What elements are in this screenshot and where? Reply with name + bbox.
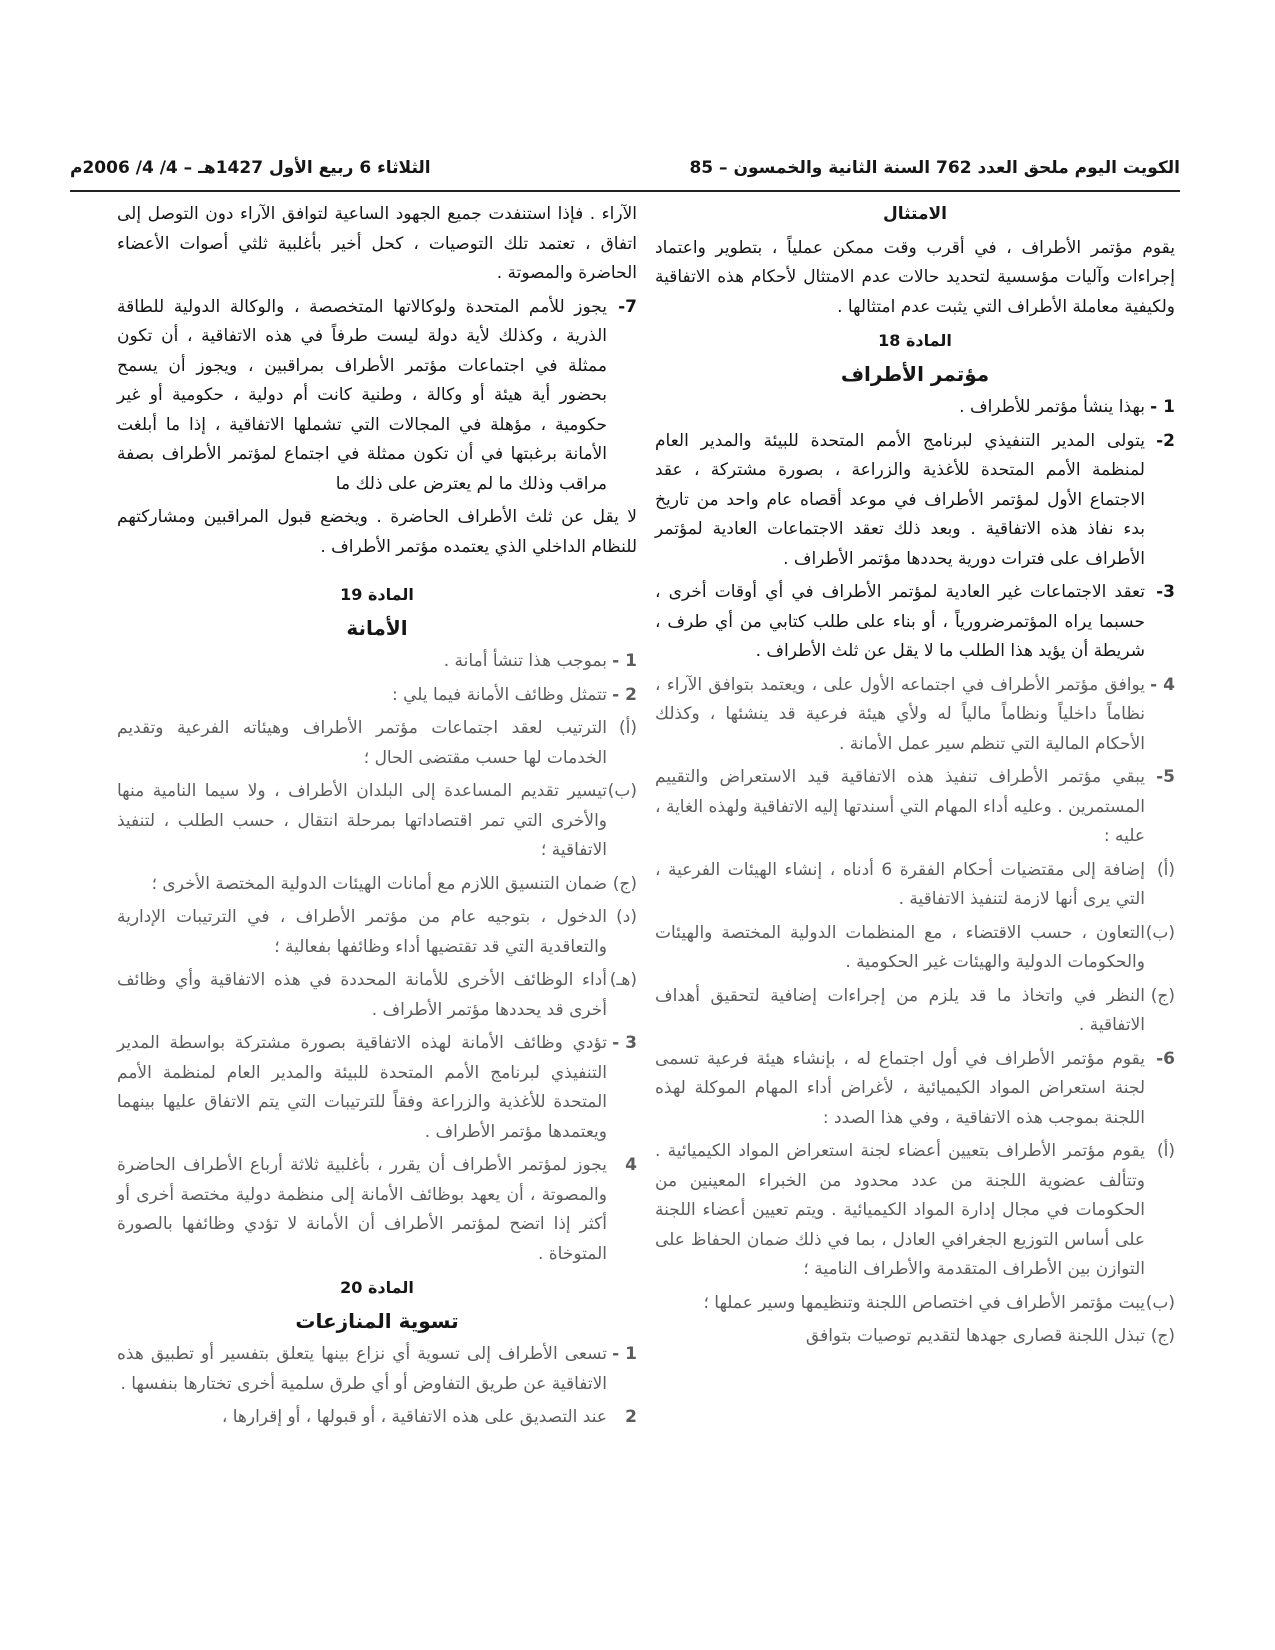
art19-item-1: [117, 647, 637, 677]
left-column: [117, 200, 637, 1437]
art19-item-2-sub-d: [117, 903, 637, 962]
item-text: تؤدي وظائف الأمانة لهذه الاتفاقية بصورة مشتركة بواسطة المدير التنفيذي لبرنامج الأمم المتحدة للبيئة والمدير العام لمنظمة الأمم المتحدة للأغذية والزراعة وفقاً للترتيبات التي يتم الاتفاق عليها بينهما ويعتمدها مؤتمر الأطراف .: [117, 1033, 607, 1142]
item-number: 1 -: [612, 651, 637, 671]
art18-item-4: [655, 671, 1175, 760]
article-20-title: تسوية المنازعات: [295, 1308, 459, 1333]
art18-item-5-sub-b: [655, 919, 1175, 978]
item-number: 3 -: [612, 1033, 637, 1053]
art18-item-3: [655, 578, 1175, 667]
header-publication: الكويت اليوم ملحق العدد 762 السنة الثانية والخمسون – 85: [689, 158, 1180, 178]
art19-item-2-sub-a: [117, 714, 637, 773]
item-number: 4 -: [1150, 674, 1175, 695]
sub-text: تبذل اللجنة قصارى جهدها لتقديم توصيات بتوافق: [805, 1326, 1145, 1346]
item-text: تسعى الأطراف إلى تسوية أي نزاع بينها يتعلق بتفسير أو تطبيق هذه الاتفاقية عن طريق التفاوض أو أي طرق سلمية أخرى تختارها بنفسها .: [117, 1344, 607, 1394]
article-18-number: المادة 18: [878, 331, 952, 350]
sub-label: (ب): [607, 781, 637, 801]
item-number: 3-: [1156, 582, 1175, 602]
item-number: 2 -: [612, 684, 637, 705]
sub-text: أداء الوظائف الأخرى للأمانة المحددة في هذه الاتفاقية وأي وظائف أخرى قد يحددها مؤتمر الأطراف .: [117, 970, 607, 1020]
art18-item-2: [655, 427, 1175, 575]
item-number: 2: [625, 1407, 637, 1427]
art18-item-1: [655, 393, 1175, 423]
item-text: يجوز للأمم المتحدة ولوكالاتها المتخصصة ، والوكالة الدولية للطاقة الذرية ، وكذلك لأية دولة ليست طرفاً في هذه الاتفاقية ، أن تكون ممثلة في اجتماعات مؤتمر الأطراف بمراقبين ، ويجوز أن يسمح بحضور أية هيئة أو وكالة ، وطنية كانت أم دولية ، حكومية أو غير حكومية ، مؤهلة في المجالات التي تشملها الاتفاقية ، إذا ما أبلغت الأمانة برغبتها في أن تكون ممثلة في اجتماع لمؤتمر الأطراف بصفة مراقب وذلك ما لم يعترض على ذلك ما: [117, 296, 607, 494]
art18-item-7: [117, 293, 637, 500]
item-text: تعقد الاجتماعات غير العادية لمؤتمر الأطراف في أي أوقات أخرى ، حسبما يراه المؤتمرضرورياً ، أو بناء على طلب كتابي من أي طرف ، شريطة أن يؤيد هذا الطلب ما لا يقل عن ثلث الأطراف .: [655, 582, 1145, 661]
art19-item-2: [117, 681, 637, 711]
item-text: يجوز لمؤتمر الأطراف أن يقرر ، بأغلبية ثلاثة أرباع الأطراف الحاضرة والمصوتة ، أن يعهد بوظائف الأمانة إلى منظمة دولية مختصة أخرى أو أكثر إذا اتضح لمؤتمر الأطراف أن الأمانة لا تؤدي وظائفها بالصورة المتوخاة .: [117, 1155, 607, 1264]
art18-item-6-sub-c: [655, 1322, 1175, 1352]
art20-item-2: [117, 1403, 637, 1433]
sub-text: ضمان التنسيق اللازم مع أمانات الهيئات الدولية المختصة الأخرى ؛: [151, 873, 607, 894]
art19-item-4: [117, 1151, 637, 1269]
sub-label: (ج): [612, 873, 637, 894]
item-number: 6-: [1156, 1048, 1175, 1069]
item-number: 1 -: [612, 1344, 637, 1364]
compliance-paragraph: يقوم مؤتمر الأطراف ، في أقرب وقت ممكن عملياً ، بتطوير واعتماد إجراءات وآليات مؤسسية لتحديد حالات عدم الامتثال لأحكام هذه الاتفاقية ولكيفية معاملة الأطراف التي يثبت عدم امتثالها .: [655, 237, 1175, 317]
sub-label: (هـ): [609, 970, 637, 990]
art18-item-5-sub-c: [655, 982, 1175, 1041]
sub-label: (أ): [1157, 1141, 1175, 1161]
item-number: 4: [625, 1155, 637, 1175]
sub-label: (أ): [1157, 859, 1175, 880]
header-date: الثلاثاء 6 ربيع الأول 1427هـ – 4/ 4/ 2006م: [70, 158, 431, 178]
sub-label: (د): [616, 907, 637, 927]
sub-text: تيسير تقديم المساعدة إلى البلدان الأطراف ، ولا سيما النامية منها والأخرى التي تمر اقتصاداتها بمرحلة انتقال ، حسب الطلب ، لتنفيذ الاتفاقية ؛: [117, 781, 607, 860]
item-text: بهذا ينشأ مؤتمر للأطراف .: [959, 397, 1145, 417]
sub-text: التعاون ، حسب الاقتضاء ، مع المنظمات الدولية المختصة والهيئات والحكومات الدولية والهيئات غير الحكومية .: [655, 922, 1145, 972]
continuation-paragraph: الآراء . فإذا استنفدت جميع الجهود الساعية لتوافق الآراء دون التوصل إلى اتفاق ، تعتمد تلك التوصيات ، كحل أخير بأغلبية ثلثي أصوات الأعضاء الحاضرة والمصوتة .: [117, 204, 637, 283]
sub-text: النظر في واتخاذ ما قد يلزم من إجراءات إضافية لتحقيق أهداف الاتفاقية .: [655, 985, 1145, 1035]
art19-item-2-sub-c: [117, 870, 637, 900]
sub-text: إضافة إلى مقتضيات أحكام الفقرة 6 أدناه ، إنشاء الهيئات الفرعية ، التي يرى أنها لازمة لتنفيذ الاتفاقية .: [655, 859, 1145, 909]
item-number: 2-: [1156, 430, 1175, 451]
continuation-paragraph-2: لا يقل عن ثلث الأطراف الحاضرة . ويخضع قبول المراقبين ومشاركتهم للنظام الداخلي الذي يعتمده مؤتمر الأطراف .: [117, 507, 637, 557]
sub-label: (ب): [1145, 922, 1175, 943]
item-text: عند التصديق على هذه الاتفاقية ، أو قبولها ، أو إقرارها ،: [221, 1407, 607, 1427]
page-header: [70, 150, 1180, 192]
art18-item-6-sub-a: [655, 1137, 1175, 1285]
item-text: يبقي مؤتمر الأطراف تنفيذ هذه الاتفاقية قيد الاستعراض والتقييم المستمرين . وعليه أداء المهام التي أسندتها إليه الاتفاقية ولهذه الغاية ، عليه :: [655, 767, 1145, 846]
item-number: 7-: [618, 296, 637, 317]
article-19-number: المادة 19: [340, 585, 414, 604]
sub-text: يقوم مؤتمر الأطراف بتعيين أعضاء لجنة استعراض المواد الكيميائية . وتتألف عضوية اللجنة من عدد محدود من الخبراء المعينين من الحكومات في مجال إدارة المواد الكيميائية . ويتم تعيين أعضاء اللجنة على أساس التوزيع الجغرافي العادل ، بما في ذلك ضمان الحفاظ على التوازن بين الأطراف المتقدمة والأطراف النامية ؛: [655, 1141, 1145, 1279]
art18-item-5: [655, 763, 1175, 852]
art18-item-6: [655, 1045, 1175, 1134]
art19-item-2-sub-e: [117, 966, 637, 1025]
sub-label: (ج): [1150, 985, 1175, 1006]
sub-text: الترتيب لعقد اجتماعات مؤتمر الأطراف وهيئاته الفرعية وتقديم الخدمات لها حسب مقتضى الحال ؛: [117, 718, 607, 768]
sub-text: يبت مؤتمر الأطراف في اختصاص اللجنة وتنظيمها وسير عملها ؛: [703, 1292, 1145, 1313]
art19-item-3: [117, 1029, 637, 1147]
item-text: تتمثل وظائف الأمانة فيما يلي :: [391, 684, 607, 705]
art20-item-1: [117, 1340, 637, 1399]
sub-label: (أ): [619, 718, 637, 738]
compliance-heading: الامتثال: [882, 204, 948, 224]
sub-label: (ج): [1150, 1326, 1175, 1346]
sub-text: الدخول ، بتوجيه عام من مؤتمر الأطراف ، في الترتيبات الإدارية والتعاقدية التي قد تقتضيها أداء وظائفها بفعالية ؛: [117, 907, 607, 957]
item-text: يتولى المدير التنفيذي لبرنامج الأمم المتحدة للبيئة والمدير العام لمنظمة الأمم المتحدة للأغذية والزراعة ، بصورة مشتركة ، عقد الاجتماع الأول لمؤتمر الأطراف في موعد أقصاه عام واحد من تاريخ بدء نفاذ هذه الاتفاقية . وبعد ذلك تعقد الاجتماعات العادية لمؤتمر الأطراف على فترات دورية يحددها مؤتمر الأطراف .: [655, 430, 1145, 569]
art19-item-2-sub-b: [117, 777, 637, 866]
article-18-title: مؤتمر الأطراف: [840, 361, 990, 386]
item-text: يقوم مؤتمر الأطراف في أول اجتماع له ، بإنشاء هيئة فرعية تسمى لجنة استعراض المواد الكيميائية ، لأغراض أداء المهام الموكلة لهذه اللجنة بموجب هذه الاتفاقية ، وفي هذا الصدد :: [655, 1048, 1145, 1128]
item-number: 5-: [1156, 767, 1175, 787]
item-text: يوافق مؤتمر الأطراف في اجتماعه الأول على ، ويعتمد بتوافق الآراء ، نظاماً داخلياً ونظاماً مالياً له ولأي هيئة فرعية قد ينشئها ، وكذلك الأحكام المالية التي تنظم سير عمل الأمانة .: [655, 674, 1145, 754]
article-19-title: الأمانة: [346, 615, 408, 640]
sub-label: (ب): [1145, 1292, 1175, 1313]
item-number: 1 -: [1150, 397, 1175, 417]
art18-item-5-sub-a: [655, 856, 1175, 915]
art18-item-6-sub-b: [655, 1289, 1175, 1319]
article-20-number: المادة 20: [340, 1278, 414, 1297]
item-text: بموجب هذا تنشأ أمانة .: [443, 651, 607, 671]
right-column: [655, 200, 1175, 1356]
